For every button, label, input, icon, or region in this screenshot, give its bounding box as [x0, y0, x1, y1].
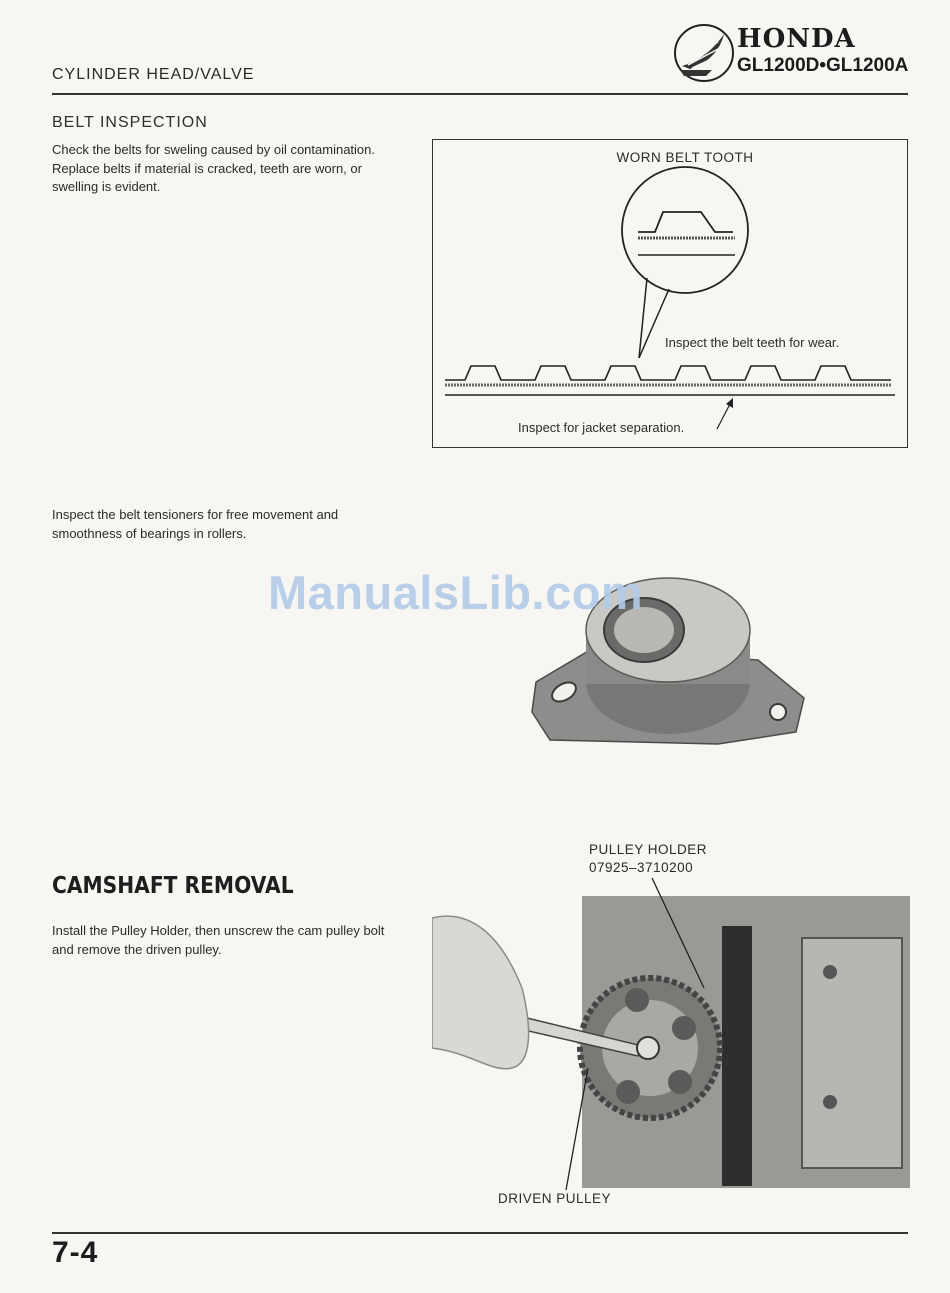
belt-diagram-drawing — [433, 140, 906, 446]
brand-name: HONDA — [737, 24, 856, 54]
belt-inspection-paragraph: Replace belts if material is cracked, teeth are worn, or swelling is evident. — [52, 160, 362, 194]
diagram-title: WORN BELT TOOTH — [616, 150, 754, 165]
pulley-spoke-hole — [672, 1016, 696, 1040]
magnifier-circle — [622, 167, 748, 293]
page-number: 7-4 — [52, 1236, 99, 1269]
tensioner-text: Inspect the belt tensioners for free movement and smoothness of bearings in rollers. — [52, 507, 339, 541]
belt-inspection-paragraph: Check the belts for sweling caused by oil contamination. — [52, 142, 376, 157]
belt-diagram — [432, 139, 908, 448]
driven-pulley-label: DRIVEN PULLEY — [498, 1191, 612, 1206]
cover-bolt — [823, 965, 837, 979]
jacket-arrow-head — [726, 398, 733, 408]
camshaft-removal-text: Install the Pulley Holder, then unscrew the cam pulley bolt and remove the driven pulley. — [52, 923, 385, 957]
camshaft-removal-heading: CAMSHAFT REMOVAL — [52, 873, 294, 899]
pulley-holder-label: PULLEY HOLDER — [589, 842, 708, 857]
jacket-leader-line — [717, 402, 731, 429]
pulley-spoke-hole — [616, 1080, 640, 1104]
bracket-hole — [770, 704, 786, 720]
jacket-separation-callout: Inspect for jacket separation. — [518, 420, 685, 435]
pulley-spoke-hole — [668, 1070, 692, 1094]
section-title: CYLINDER HEAD/VALVE — [52, 66, 255, 83]
belt-inspection-heading: BELT INSPECTION — [52, 114, 208, 131]
engine-cover — [802, 938, 902, 1168]
pulley-holder-tool — [722, 926, 752, 1186]
model-names: GL1200D•GL1200A — [737, 55, 909, 76]
belt-teeth-profile — [445, 366, 891, 380]
watermark: ManualsLib.com — [268, 566, 644, 619]
cover-bolt — [823, 1095, 837, 1109]
pulley-spoke-hole — [625, 988, 649, 1012]
belt-inspection-text — [52, 141, 404, 197]
footer-divider — [52, 1232, 908, 1234]
honda-wing-icon — [672, 22, 736, 84]
pulley-holder-part-number: 07925–3710200 — [589, 860, 694, 875]
worn-tooth-outline — [638, 212, 733, 232]
cam-pulley-bolt — [637, 1037, 659, 1059]
camshaft-removal-photo — [432, 878, 910, 1190]
teeth-wear-callout: Inspect the belt teeth for wear. — [665, 335, 840, 350]
header-divider — [52, 93, 908, 95]
